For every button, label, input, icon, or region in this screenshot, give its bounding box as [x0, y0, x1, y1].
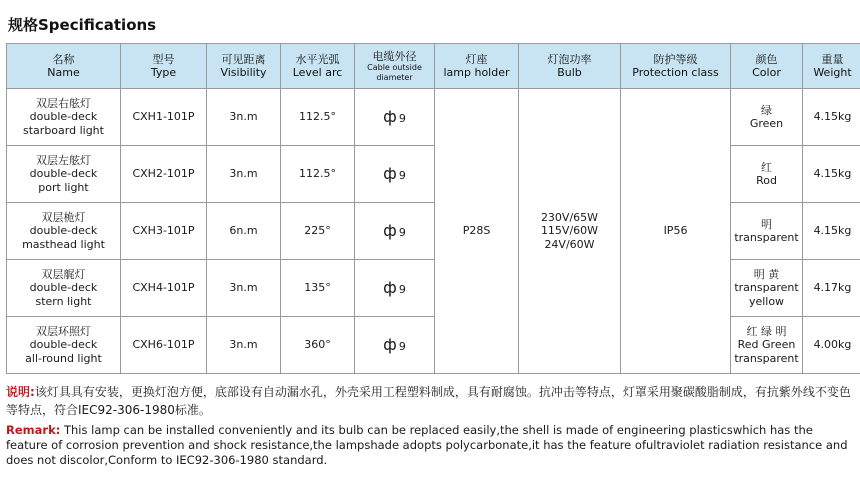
note-english — [6, 423, 856, 468]
note-chinese-label: 说明: — [6, 385, 35, 399]
cell-cable-diameter: ф 9 — [355, 89, 435, 146]
cell-visibility: 3n.m — [207, 89, 281, 146]
cell-type: CXH3-101P — [121, 203, 207, 260]
table-row — [7, 89, 860, 146]
cell-weight: 4.15kg — [803, 146, 860, 203]
cell-color: 明 黄 transparent yellow — [731, 260, 803, 317]
header-type: 型号 Type — [121, 44, 207, 89]
cell-level-arc: 360° — [281, 317, 355, 374]
table-row — [7, 317, 860, 374]
cell-cable-diameter: ф 9 — [355, 260, 435, 317]
cell-level-arc: 225° — [281, 203, 355, 260]
specifications-table — [6, 43, 860, 374]
note-english-text: This lamp can be installed conveniently and its bulb can be replaced easily,the shell is made of engineering plasticswhich has the feature of corrosion prevention and shock resistance,the lampshade adopts polycarbonate,it has the feature ofultraviolet radiation resistance and does not discolor,Conform to IEC92-306-1980 standard. — [6, 423, 848, 467]
cell-level-arc: 135° — [281, 260, 355, 317]
cell-cable-diameter: ф 9 — [355, 146, 435, 203]
header-lamp-holder: 灯座 lamp holder — [435, 44, 519, 89]
cell-color: 红 Rod — [731, 146, 803, 203]
cell-color: 红 绿 明 Red Green transparent — [731, 317, 803, 374]
cell-visibility: 6n.m — [207, 203, 281, 260]
cell-protection-class: IP56 — [621, 89, 731, 374]
cell-color: 绿 Green — [731, 89, 803, 146]
cell-bulb: 230V/65W 115V/60W 24V/60W — [519, 89, 621, 374]
cell-cable-diameter: ф 9 — [355, 203, 435, 260]
cell-name: 双层右舷灯 double-deck starboard light — [7, 89, 121, 146]
header-bulb: 灯泡功率 Bulb — [519, 44, 621, 89]
cell-visibility: 3n.m — [207, 260, 281, 317]
header-level-arc: 水平光弧 Level arc — [281, 44, 355, 89]
cell-color: 明 transparent — [731, 203, 803, 260]
header-visibility: 可见距离 Visibility — [207, 44, 281, 89]
note-chinese-text: 该灯具具有安装，更换灯泡方便，底部设有自动漏水孔，外壳采用工程塑料制成，具有耐腐蚀。抗冲击等特点，灯罩采用聚碳酸脂制成，有抗紫外线不变色等特点，符合IEC92-306-1980标准。 — [6, 385, 851, 417]
cell-weight: 4.15kg — [803, 89, 860, 146]
table-header-row — [7, 44, 860, 89]
cell-type: CXH6-101P — [121, 317, 207, 374]
header-cable-diameter: 电缆外径 Cable outside diameter — [355, 44, 435, 89]
header-color: 颜色 Color — [731, 44, 803, 89]
cell-type: CXH1-101P — [121, 89, 207, 146]
cell-type: CXH4-101P — [121, 260, 207, 317]
cell-name: 双层桅灯 double-deck masthead light — [7, 203, 121, 260]
cell-weight: 4.15kg — [803, 203, 860, 260]
table-row — [7, 203, 860, 260]
cell-weight: 4.00kg — [803, 317, 860, 374]
header-weight: 重量 Weight — [803, 44, 860, 89]
cell-weight: 4.17kg — [803, 260, 860, 317]
note-chinese — [6, 383, 856, 419]
cell-cable-diameter: ф 9 — [355, 317, 435, 374]
cell-visibility: 3n.m — [207, 317, 281, 374]
page-title: 规格Specifications — [8, 16, 157, 34]
cell-type: CXH2-101P — [121, 146, 207, 203]
note-english-label: Remark: — [6, 423, 61, 437]
cell-level-arc: 112.5° — [281, 146, 355, 203]
cell-name: 双层左舷灯 double-deck port light — [7, 146, 121, 203]
table-row — [7, 146, 860, 203]
cell-lamp-holder: P28S — [435, 89, 519, 374]
table-row — [7, 260, 860, 317]
cell-visibility: 3n.m — [207, 146, 281, 203]
cell-name: 双层环照灯 double-deck all-round light — [7, 317, 121, 374]
cell-level-arc: 112.5° — [281, 89, 355, 146]
header-protection-class: 防护等级 Protection class — [621, 44, 731, 89]
cell-name: 双层艉灯 double-deck stern light — [7, 260, 121, 317]
header-name: 名称 Name — [7, 44, 121, 89]
